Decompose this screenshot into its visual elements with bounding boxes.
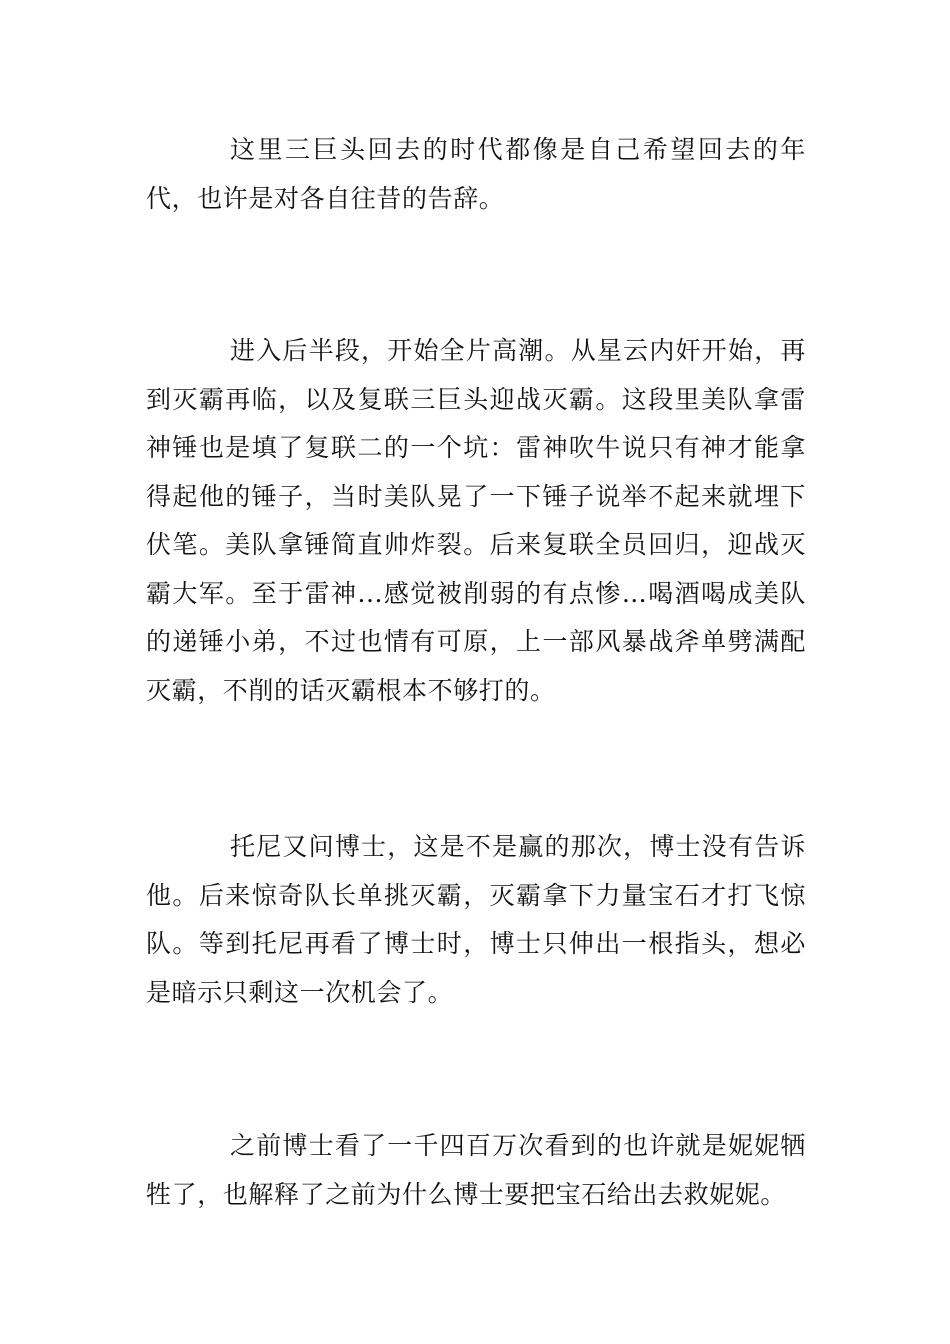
paragraph-2: 进入后半段，开始全片高潮。从星云内奸开始，再到灭霸再临，以及复联三巨头迎战灭霸。这段里美队拿雷神锤也是填了复联二的一个坑：雷神吹牛说只有神才能拿得起他的锤子，当时美队晃了一下锤子说举不起来就埋下伏笔。美队拿锤简直帅炸裂。后来复联全员回归，迎战灭霸大军。至于雷神...感觉被削弱的有点惨…喝酒喝成美队的递锤小弟，不过也情有可原，上一部风暴战斧单劈满配灭霸，不削的话灭霸根本不够打的。 — [146, 336, 806, 705]
paragraph-1: 这里三巨头回去的时代都像是自己希望回去的年代，也许是对各自往昔的告辞。 — [146, 135, 806, 213]
paragraph-3: 托尼又问博士，这是不是赢的那次，博士没有告诉他。后来惊奇队长单挑灭霸，灭霸拿下力量宝石才打飞惊队。等到托尼再看了博士时，博士只伸出一根指头，想必是暗示只剩这一次机会了。 — [146, 832, 806, 1007]
paragraph-4: 之前博士看了一千四百万次看到的也许就是妮妮牺牲了，也解释了之前为什么博士要把宝石给出去救妮妮。 — [146, 1131, 806, 1209]
